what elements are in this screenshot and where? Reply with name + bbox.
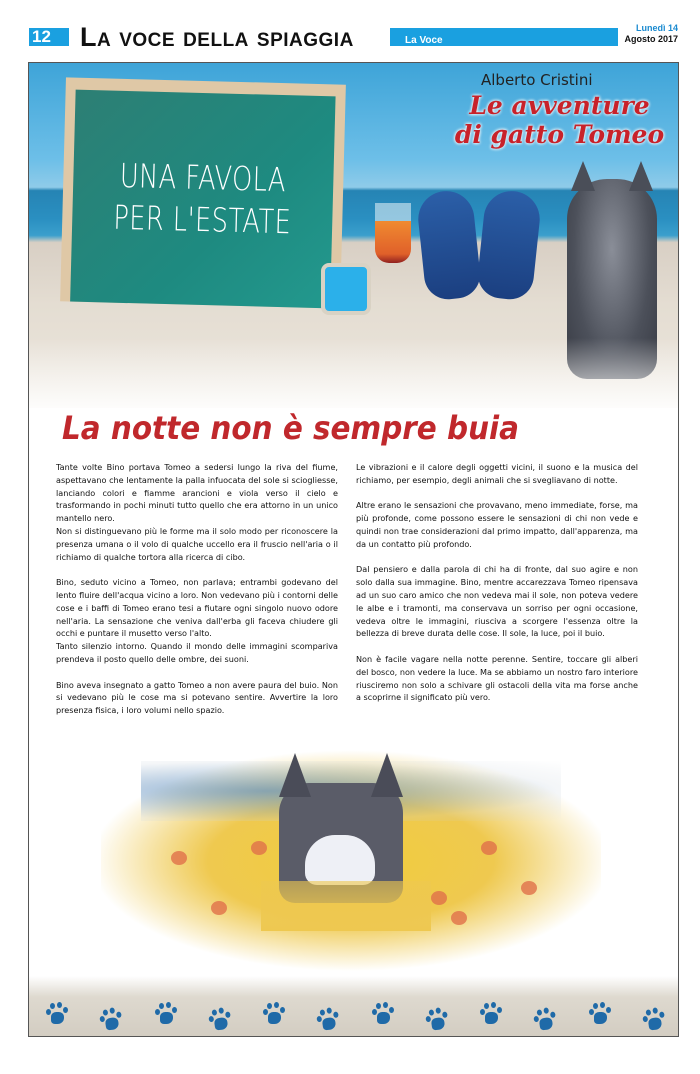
flip-flop-icon [476, 188, 543, 301]
masthead [0, 0, 700, 60]
poppy-icon [171, 851, 187, 865]
paragraph [356, 653, 638, 704]
article-headline: La notte non è sempre buia [62, 409, 519, 447]
section-tag: La Voce [405, 35, 443, 46]
poppy-icon [481, 841, 497, 855]
paragraph [356, 563, 638, 640]
paw-print-icon [315, 1007, 340, 1034]
hero-image [29, 63, 679, 408]
paw-print-icon [640, 1007, 665, 1034]
page-frame [28, 62, 679, 1037]
paw-print-icon [479, 1002, 501, 1026]
paragraph [56, 679, 338, 717]
paw-print-icon [423, 1007, 448, 1034]
chalkboard-surface [70, 90, 335, 309]
article-column-left [56, 461, 338, 730]
hero-fade [29, 338, 679, 408]
page-number: 12 [29, 28, 69, 46]
board-line-2: PER L'ESTATE [112, 197, 292, 242]
paragraph [356, 461, 638, 487]
text-line: Bino, seduto vicino a Tomeo, non parlava; entrambi godevano del lento fluire dell'acqua vicino a loro. Non vedevano più i contorni delle cose e i baffi di Tomeo erano tesi a fiutare ogni singolo nuovo odore nell'aria. La sensazione che veniva dall'erba gli faceva chiudere gli occhi e puntare il musetto verso l'alto. [56, 577, 338, 639]
paragraph [56, 461, 338, 563]
book-title [447, 91, 672, 149]
paw-print-icon [371, 1002, 393, 1026]
paw-print-icon [262, 1002, 284, 1026]
text-line: Tanto silenzio intorno. Quando il mondo delle immagini scompariva prendeva il posto quello delle ombre, dei suoni. [56, 641, 338, 664]
paw-print-icon [206, 1007, 231, 1034]
poppy-icon [451, 911, 467, 925]
text-line: Tante volte Bino portava Tomeo a sedersi lungo la riva del fiume, aspettavano che lentamente la palla infuocata del sole si sciogliesse, lanciando colori e fiamme arancioni e viola verso il cielo e trasformando in pochi minuti tutto quello che era attorno in un unico mantello nero. [56, 462, 338, 524]
board-line-1: UNA FAVOLA [119, 155, 287, 200]
paw-print-icon [98, 1007, 123, 1034]
alarm-clock-icon [321, 263, 371, 315]
poppy-icon [431, 891, 447, 905]
illustration-flowers [261, 881, 431, 931]
watercolor-cat-illustration [101, 741, 601, 971]
section-title: La voce della spiaggia [80, 22, 354, 52]
text-line: Non è facile vagare nella notte perenne. Sentire, toccare gli alberi del bosco, non vedere la luce. Ma se abbiamo un nostro faro interiore riusciremo non solo a schivare gli ostacoli della vita ma forse anche a scoprirne il significato più vero. [356, 653, 638, 703]
text-line: Non si distinguevano più le forme ma il solo modo per riconoscere la presenza umana o il volo di qualche uccello era il fruscio nell'aria o il richiamo di qualche tortora alla ricerca di cibo. [56, 525, 338, 562]
text-line: Bino aveva insegnato a gatto Tomeo a non avere paura del buio. Non si vedevano più le cose ma si potevano sentire. Avvertire la loro presenza fisica, i loro volumi nello spazio. [56, 679, 338, 716]
paragraph [356, 499, 638, 550]
poppy-icon [251, 841, 267, 855]
poppy-icon [521, 881, 537, 895]
chalkboard [60, 77, 346, 308]
text-line: Altre erano le sensazioni che provavano, meno immediate, forse, ma più profonde, come possono essere le sensazioni di chi non vede e quindi non trae considerazioni dal primo impatto, dall'apparenza, ma da un contatto più profondo. [356, 500, 638, 549]
paw-print-icon [154, 1002, 176, 1026]
article-column-right [356, 461, 638, 717]
paw-print-footer [29, 976, 679, 1036]
author-name: Alberto Cristini [481, 71, 593, 89]
text-line: Le vibrazioni e il calore degli oggetti vicini, il suono e la musica del richiamo, per esempio, degli animali che si svegliavano di notte. [356, 462, 638, 485]
book-title-line-2: di gatto Tomeo [454, 120, 665, 149]
cocktail-glass-icon [375, 203, 411, 263]
text-line: Dal pensiero e dalla parola di chi ha di fronte, dal suo agire e non solo dalla sua immagine. Bino, mentre accarezzava Tomeo ripensava ad un suo caro amico che non vedeva mai il sole, non poteva vedere le albe e i tramonti, ma conservava un sorriso per ogni occasione, vedeva oltre le immagini, riusciva a scorgere l'essenza oltre la bellezza di breve durata delle cose. Il sole, la luce, poi il buio. [356, 564, 638, 639]
section-tag-bar [390, 28, 618, 46]
paw-print-icon [588, 1002, 610, 1026]
issue-date [620, 23, 678, 45]
book-title-line-1: Le avventure [469, 91, 650, 120]
paragraph [56, 576, 338, 666]
poppy-icon [211, 901, 227, 915]
paw-print-icon [45, 1002, 67, 1026]
date-day: Lunedì 14 [635, 23, 678, 33]
flip-flop-icon [416, 188, 483, 301]
date-month: Agosto 2017 [624, 34, 678, 44]
paw-print-icon [532, 1007, 557, 1034]
cat-face [305, 835, 375, 885]
